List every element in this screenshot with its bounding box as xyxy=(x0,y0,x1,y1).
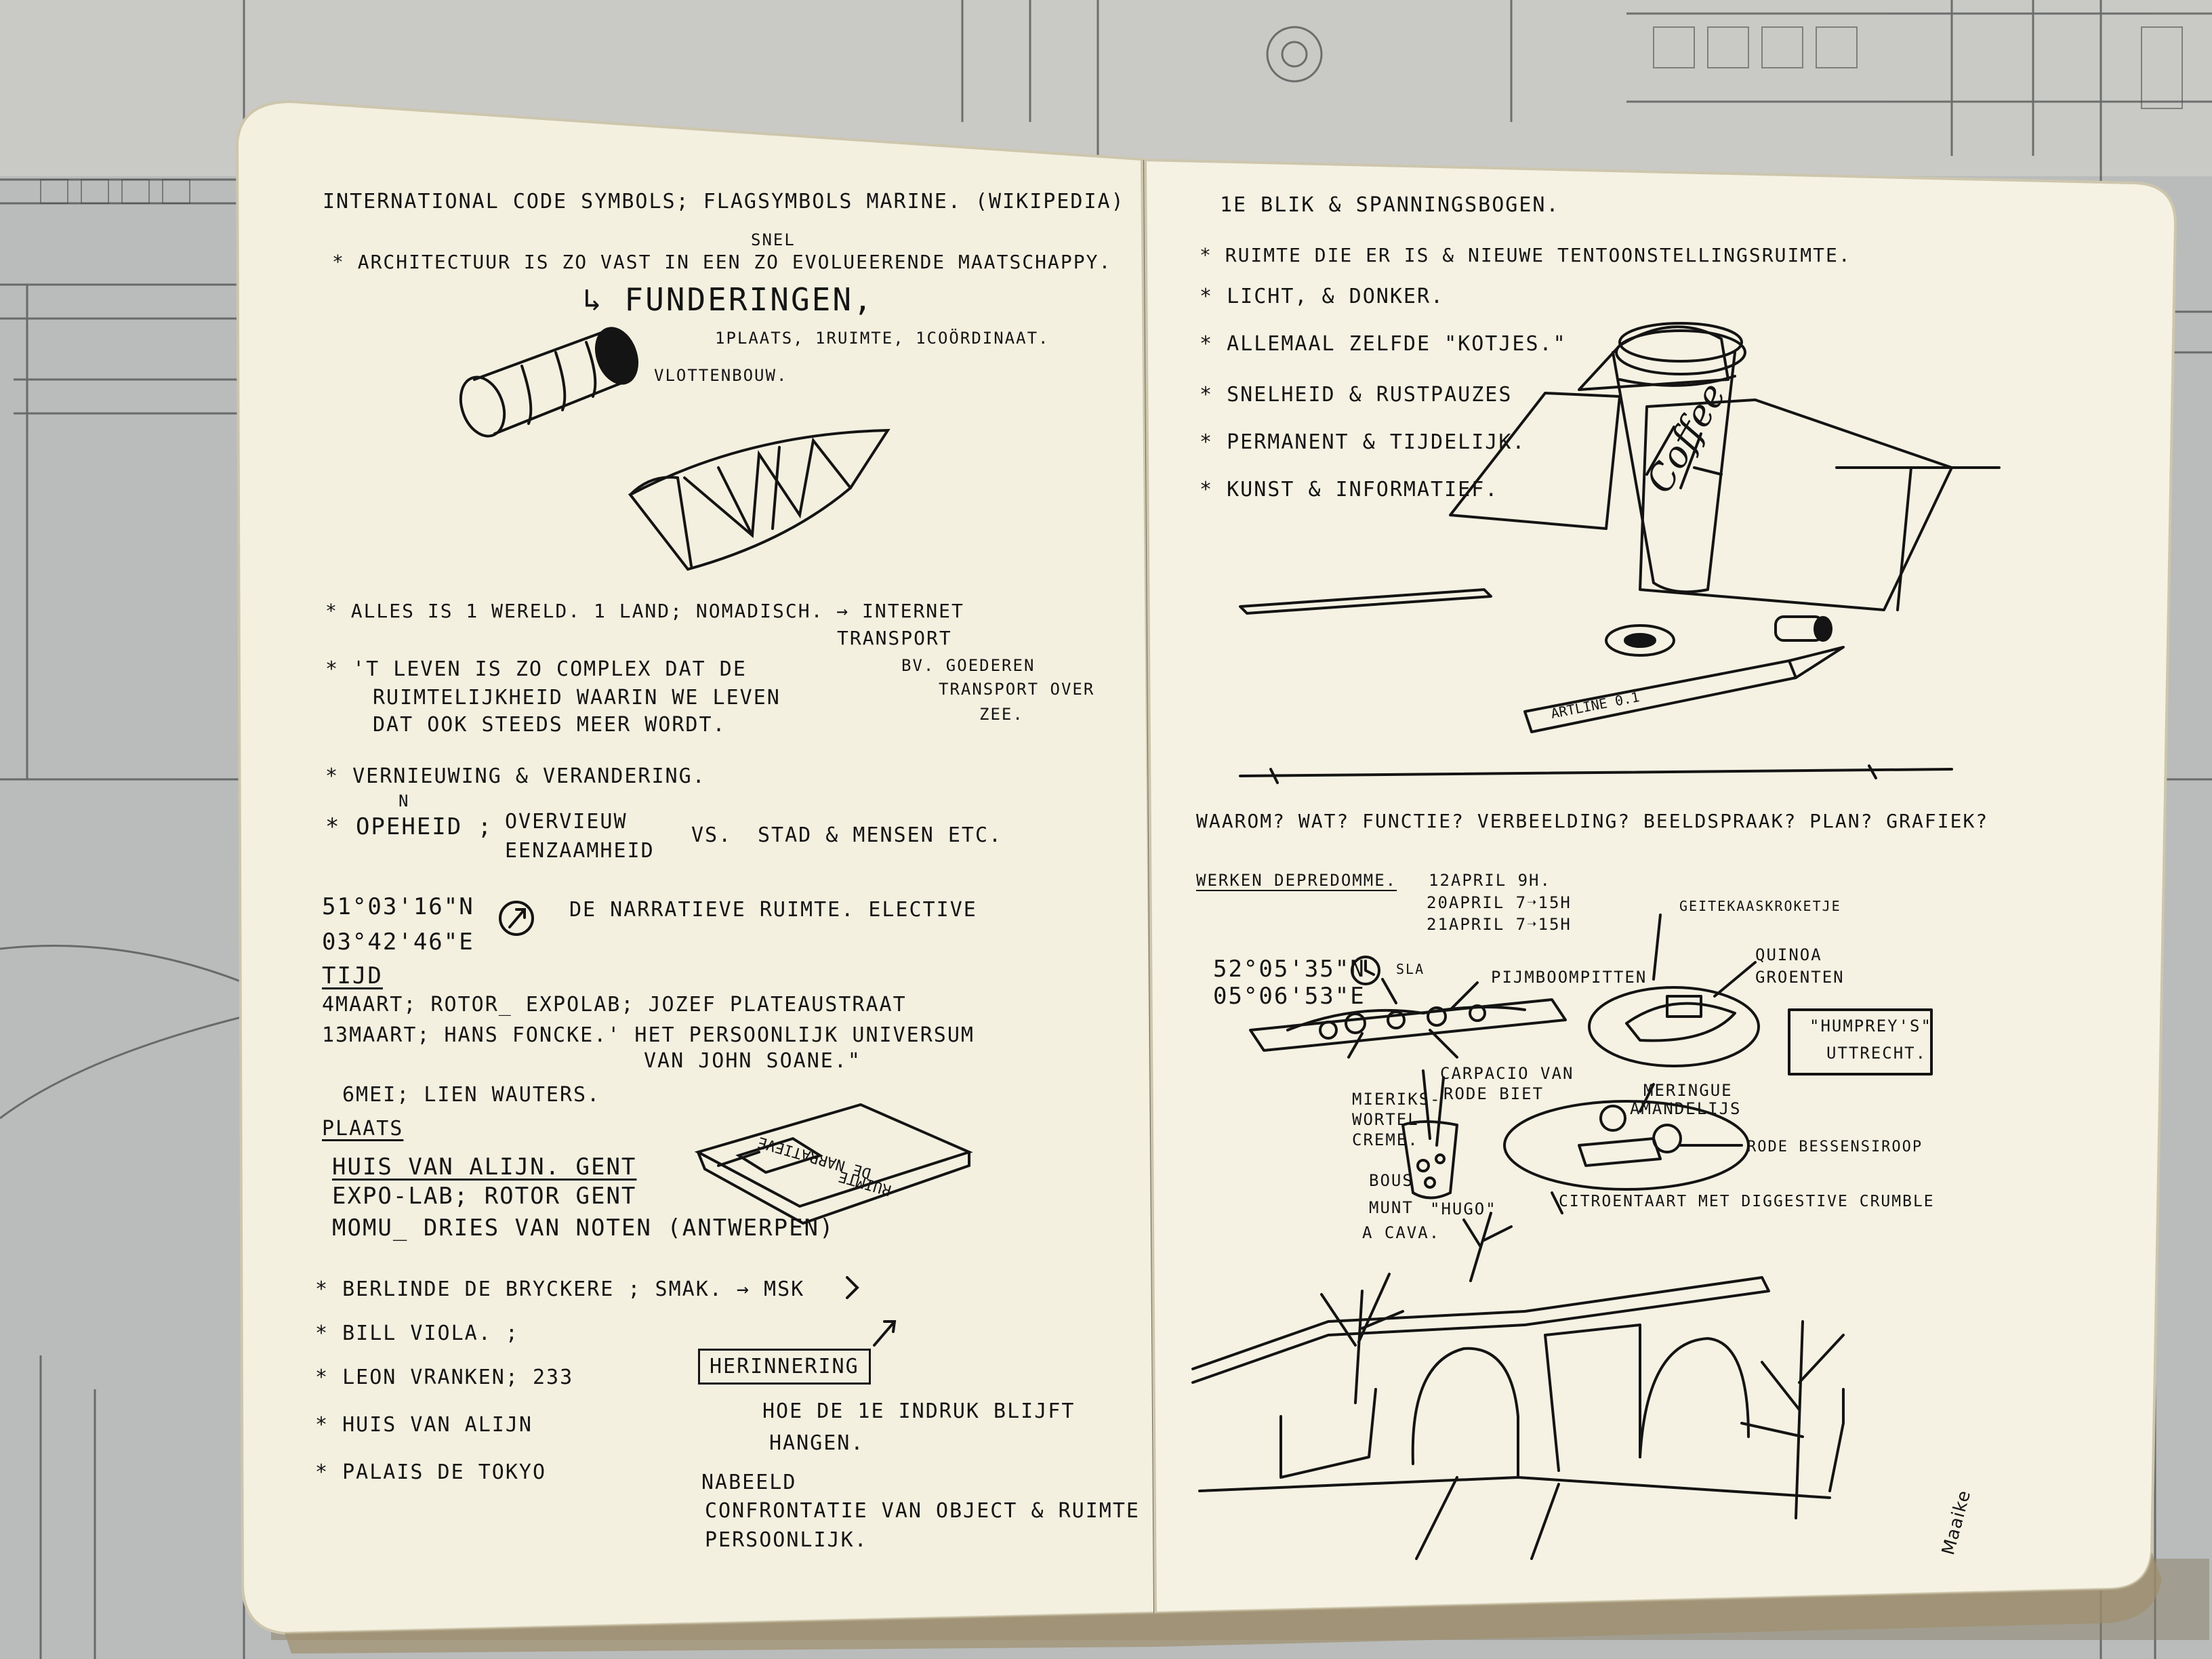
box-herinnering: HERINNERING xyxy=(698,1349,871,1385)
note-openheid: * OPEHEID ; xyxy=(325,813,493,840)
note-leven-2: RUIMTELIJKHEID WAARIN WE LEVEN xyxy=(373,686,781,710)
note-permanent: * PERMANENT & TIJDELIJK. xyxy=(1200,430,1526,454)
note-palais: * PALAIS DE TOKYO xyxy=(315,1460,547,1484)
hugo-glass-sketch xyxy=(1403,1071,1457,1198)
note-overvieuw: OVERVIEUW xyxy=(505,810,628,834)
label-quinoa: QUINOA xyxy=(1755,945,1822,964)
note-funderingen: ↳ FUNDERINGEN, xyxy=(583,281,874,318)
label-bous-1: BOUS xyxy=(1369,1171,1414,1190)
note-6mei: 6MEI; LIEN WAUTERS. xyxy=(342,1083,601,1107)
note-snel: SNEL xyxy=(751,230,796,249)
label-mierik-2: WORTEL xyxy=(1352,1110,1419,1129)
note-bill: * BILL VIOLA. ; xyxy=(315,1322,519,1345)
note-leven-1: * 'T LEVEN IS ZO COMPLEX DAT DE xyxy=(325,657,747,681)
bridge-sketch xyxy=(1193,1213,1843,1559)
label-vlottenbouw: VLOTTENBOUW. xyxy=(654,366,788,385)
note-vernieuwing: * VERNIEUWING & VERANDERING. xyxy=(325,764,706,788)
label-meringue: MERINGUE xyxy=(1643,1081,1733,1100)
note-questions: WAAROM? WAT? FUNCTIE? VERBEELDING? BEELDSPRAAK? PLAN? GRAFIEK? xyxy=(1196,810,1989,832)
note-huis-alijn: * HUIS VAN ALIJN xyxy=(315,1413,533,1437)
coord-north-right: 52°05'35"N xyxy=(1213,956,1366,983)
note-hoe-de: HOE DE 1E INDRUK BLIJFT xyxy=(762,1399,1076,1423)
note-vs: VS. xyxy=(691,823,733,847)
label-mierik-3: CREME. xyxy=(1352,1130,1419,1149)
divider-line xyxy=(1240,769,1952,776)
pen-cap-sketch xyxy=(1776,617,1831,640)
cup-lettering: Coffee xyxy=(1637,375,1735,501)
coord-east-right: 05°06'53"E xyxy=(1213,983,1366,1010)
note-plaats-ruimte: 1PLAATS, 1RUIMTE, 1COÖRDINAAT. xyxy=(715,329,1050,348)
note-soane: VAN JOHN SOANE." xyxy=(644,1049,861,1073)
note-expolab: EXPO-LAB; ROTOR GENT xyxy=(332,1183,637,1210)
quinoa-plate-sketch xyxy=(1589,915,1759,1066)
coord-north-left: 51°03'16"N xyxy=(322,893,474,920)
label-humprey-2: UTTRECHT. xyxy=(1826,1044,1927,1063)
label-humprey-1: "HUMPREY'S" xyxy=(1809,1017,1932,1036)
note-architectuur: * ARCHITECTUUR IS ZO VAST IN EEN ZO EVOLUEERENDE MAATSCHAPPY. xyxy=(332,251,1112,273)
note-ruimte: * RUIMTE DIE ER IS & NIEUWE TENTOONSTELLINGSRUIMTE. xyxy=(1200,244,1851,266)
note-eenzaamheid: EENZAAMHEID xyxy=(505,839,655,863)
note-momu: MOMU_ DRIES VAN NOTEN (ANTWERPEN) xyxy=(332,1214,835,1242)
label-carpacio-2: RODE BIET xyxy=(1443,1084,1544,1103)
page-heading: INTERNATIONAL CODE SYMBOLS; FLAGSYMBOLS MARINE. (WIKIPEDIA) xyxy=(323,190,1125,213)
note-blik: 1E BLIK & SPANNINGSBOGEN. xyxy=(1220,193,1560,217)
heading-werken: WERKEN DEPREDOMME. xyxy=(1196,871,1397,890)
heading-tijd: TIJD xyxy=(322,962,383,989)
note-snelheid: * SNELHEID & RUSTPAUZES xyxy=(1200,383,1513,407)
coord-east-left: 03°42'46"E xyxy=(322,928,474,956)
book-title-2: RUIMTE xyxy=(836,1167,894,1199)
note-transport-over: TRANSPORT OVER xyxy=(939,680,1095,699)
salad-plate-sketch xyxy=(1250,979,1565,1057)
note-leven-3: DAT OOK STEEDS MEER WORDT. xyxy=(373,713,726,737)
label-groenten: GROENTEN xyxy=(1755,968,1845,987)
artist-signature: Maaike xyxy=(1938,1488,1975,1557)
label-bous-2: MUNT xyxy=(1369,1198,1414,1217)
date-12april: 12APRIL 9H. xyxy=(1429,871,1551,890)
note-transport: TRANSPORT xyxy=(837,627,952,649)
tape-sketch xyxy=(1606,626,1674,655)
label-bessen: RODE BESSENSIROOP xyxy=(1747,1139,1923,1155)
heading-plaats: PLAATS xyxy=(322,1117,404,1141)
note-narratieve: DE NARRATIEVE RUIMTE. ELECTIVE xyxy=(569,898,977,922)
note-zee: ZEE. xyxy=(979,705,1024,724)
label-amandelijs: AMANDELIJS xyxy=(1630,1099,1742,1118)
label-sla: SLA xyxy=(1396,961,1425,977)
date-20april: 20APRIL 7➝15H xyxy=(1427,893,1572,912)
label-carpacio-1: CARPACIO VAN xyxy=(1440,1064,1574,1083)
note-berlinde: * BERLINDE DE BRYCKERE ; SMAK. → MSK xyxy=(315,1277,805,1301)
note-hangen: HANGEN. xyxy=(769,1431,865,1455)
label-pijmboompitten: PIJMBOOMPITTEN xyxy=(1491,968,1647,987)
pen-label: ARTLINE 0.1 xyxy=(1549,689,1641,722)
note-kunst: * KUNST & INFORMATIEF. xyxy=(1200,478,1499,501)
label-bous-3: A CAVA. xyxy=(1362,1223,1441,1242)
dessert-plate-sketch xyxy=(1504,1084,1748,1189)
date-21april: 21APRIL 7➝15H xyxy=(1427,915,1572,934)
pen-sketch xyxy=(1525,647,1843,732)
note-licht: * LICHT, & DONKER. xyxy=(1200,285,1445,308)
note-n-mark: N xyxy=(398,792,410,811)
note-13maart: 13MAART; HANS FONCKE.' HET PERSOONLIJK UNIVERSUM xyxy=(322,1023,975,1047)
note-4maart: 4MAART; ROTOR_ EXPOLAB; JOZEF PLATEAUSTRAAT xyxy=(322,993,907,1017)
label-citroen: CITROENTAART MET DIGGESTIVE CRUMBLE xyxy=(1559,1193,1935,1210)
note-alles: * ALLES IS 1 WERELD. 1 LAND; NOMADISCH. → INTERNET xyxy=(325,600,964,622)
label-mierik-1: MIERIKS- xyxy=(1352,1090,1441,1109)
note-stad: STAD & MENSEN ETC. xyxy=(758,823,1003,847)
label-geitekaaskroketje: GEITEKAASKROKETJE xyxy=(1679,898,1841,914)
note-confrontatie: CONFRONTATIE VAN OBJECT & RUIMTE xyxy=(705,1499,1140,1523)
note-nabeeld: NABEELD xyxy=(701,1471,797,1494)
note-leon: * LEON VRANKEN; 233 xyxy=(315,1366,574,1389)
book-title-1: DE NARRATIEVE xyxy=(756,1132,874,1182)
note-bv-goederen: BV. GOEDEREN xyxy=(901,656,1036,675)
label-hugo: "HUGO" xyxy=(1430,1200,1497,1218)
note-allemaal: * ALLEMAAL ZELFDE "KOTJES." xyxy=(1200,332,1567,356)
coffee-cup-sketch xyxy=(1450,323,1999,610)
humprey-box xyxy=(1789,1010,1931,1074)
note-persoonlijk: PERSOONLIJK. xyxy=(705,1528,868,1552)
note-huis-gent: HUIS VAN ALIJN. GENT xyxy=(332,1153,637,1181)
ruler-sketch xyxy=(1240,590,1491,613)
